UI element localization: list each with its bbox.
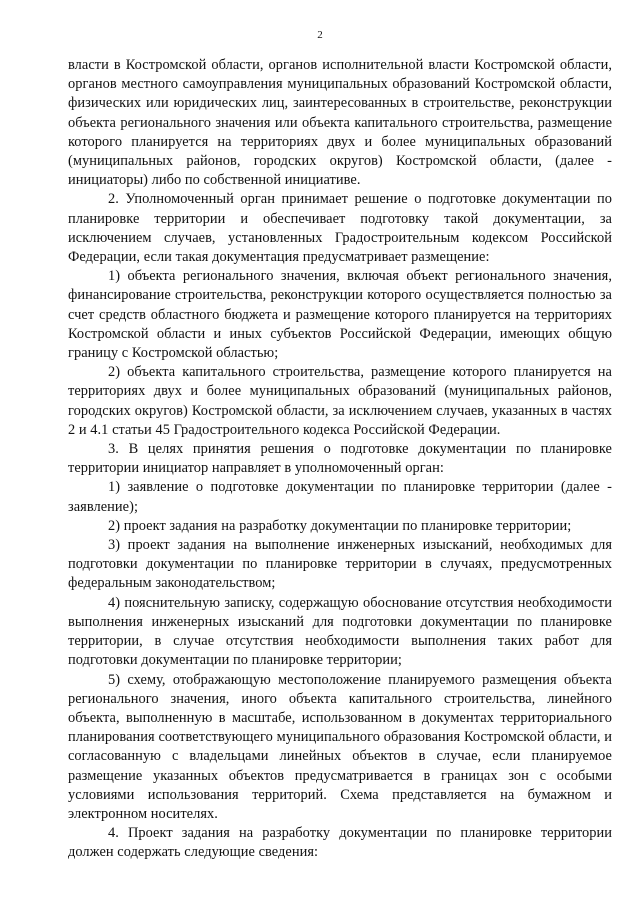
paragraph-clause-3-item-1: 1) заявление о подготовке документации по планировке территории (далее - заявление); — [68, 479, 612, 515]
page-number: 2 — [317, 29, 323, 41]
paragraph-clause-3-item-2: 2) проект задания на разработку документации по планировке территории; — [108, 517, 572, 534]
paragraph-continuation: власти в Костромской области, органов исполнительной власти Костромской области, органов местного самоуправления муниципальных образований Костромской области, физических или юридических лиц, заинтересованных в строительстве, реконструкции объекта регионального значения или объекта капитального строительства, размещение которого планируется на территориях двух и более муниципальных образований (муниципальных районов, городских округов) Костромской области, (далее - инициаторы) либо по собственной инициативе. — [68, 57, 612, 189]
paragraph-clause-3: 3. В целях принятия решения о подготовке документации по планировке территории инициатор направляет в уполномоченный орган: — [68, 441, 612, 477]
paragraph-clause-3-item-3: 3) проект задания на выполнение инженерных изысканий, необходимых для подготовки документации по планировке территории в случаях, предусмотренных федеральным законодательством; — [68, 537, 612, 592]
paragraph-clause-4: 4. Проект задания на разработку документации по планировке территории должен содержать следующие сведения: — [68, 825, 612, 861]
paragraph-clause-3-item-4: 4) пояснительную записку, содержащую обоснование отсутствия необходимости выполнения инженерных изысканий для подготовки документации по планировке территории, в случае отсутствия необходимости выполнения таких работ для подготовки документации по планировке территории; — [68, 594, 612, 669]
paragraph-clause-2: 2. Уполномоченный орган принимает решение о подготовке документации по планировке территории и обеспечивает подготовку такой документации, за исключением случаев, установленных Градостроительным кодексом Российской Федерации, если такая документация предусматривает размещение: — [68, 191, 612, 266]
document-body — [68, 56, 612, 863]
paragraph-clause-2-item-2: 2) объекта капитального строительства, размещение которого планируется на территориях двух и более муниципальных образований (муниципальных районов, городских округов) Костромской области, за исключением случаев, указанных в частях 2 и 4.1 статьи 45 Градостроительного кодекса Российской Федерации. — [68, 364, 612, 438]
paragraph-clause-3-item-5: 5) схему, отображающую местоположение планируемого размещения объекта регионального значения, иного объекта капитального строительства, линейного объекта, выполненную в масштабе, использованном в документах территориального планирования соответствующего муниципального образования Костромской области, и согласованную с владельцами линейных объектов в случае, если планируемое размещение указанных объектов предусматривается в границах зон с особыми условиями использования территорий. Схема представляется на бумажном и электронном носителях. — [68, 671, 612, 822]
paragraph-clause-2-item-1: 1) объекта регионального значения, включая объект регионального значения, финансирование строительства, реконструкции которого осуществляется полностью за счет средств областного бюджета и размещение которого планируется на территориях Костромской области и иных субъектов Российской Федерации, имеющих общую границу с Костромской областью; — [68, 268, 612, 362]
